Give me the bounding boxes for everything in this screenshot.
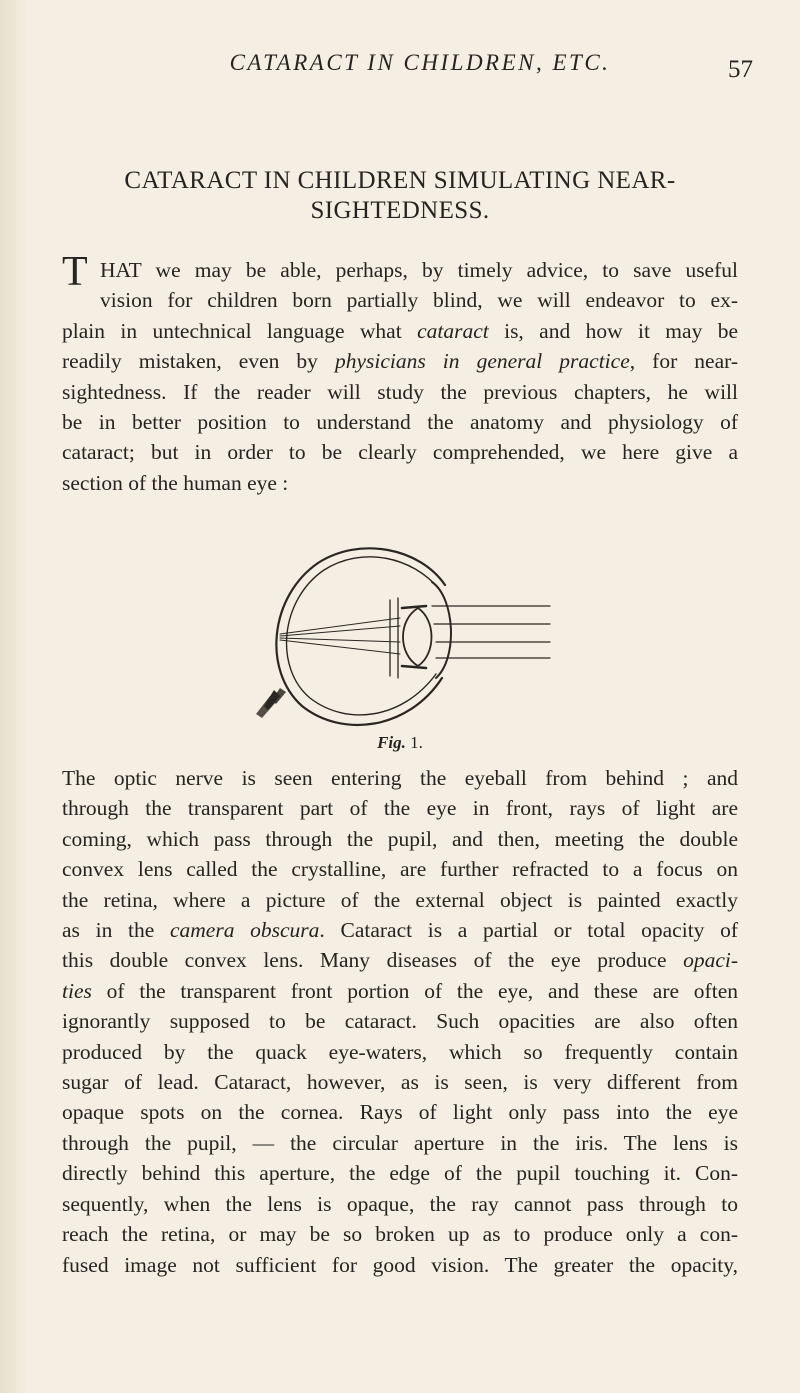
text-line: vision for children born partially blind, we will endeavor to ex- [100, 288, 738, 313]
text-run: , for near- [629, 349, 739, 374]
text-run: readily mistaken, even by [62, 349, 335, 374]
paragraph-intro [62, 249, 739, 498]
emphasis: ties [62, 978, 92, 1003]
emphasis: cataract [417, 318, 489, 343]
text-line [62, 316, 738, 346]
text-line: through the pupil, — the circular aperture in the iris. The lens is [62, 1130, 738, 1155]
emphasis: opaci- [683, 948, 738, 973]
text-line [62, 915, 738, 945]
text-run: of the transparent front portion of the eye, and these are often [91, 978, 738, 1003]
text-line: ignorantly supposed to be cataract. Such opacities are also often [62, 1009, 738, 1034]
text-line: be in better position to understand the anatomy and physiology of [62, 410, 738, 435]
text-line: convex lens called the crystalline, are further refracted to a focus on [62, 857, 738, 882]
text-line: fused image not sufficient for good vision. The greater the opacity, [62, 1252, 738, 1277]
text-line: sequently, when the lens is opaque, the ray cannot pass through to [62, 1191, 738, 1216]
running-head: CATARACT IN CHILDREN, ETC. [229, 50, 611, 75]
text-line [62, 945, 738, 975]
figure-caption [360, 733, 440, 753]
text-line: opaque spots on the cornea. Rays of light only pass into the eye [62, 1100, 738, 1125]
text-run: as in the [62, 918, 170, 943]
paragraph-explanation [62, 763, 738, 1280]
text-line: directly behind this aperture, the edge of the pupil touching it. Con- [62, 1161, 738, 1186]
text-line: reach the retina, or may be so broken up as to produce only a con- [62, 1222, 738, 1247]
text-line: through the transparent part of the eye in front, rays of light are [62, 796, 738, 821]
text-run: . Cataract is a partial or total opacity of [319, 918, 739, 943]
text-line: The optic nerve is seen entering the eyeball from behind ; and [62, 766, 738, 790]
text-run: is, and how it may be [488, 318, 738, 343]
page-gutter-shadow [0, 0, 28, 1393]
page-number: 57 [728, 56, 753, 83]
text-line: section of the human eye : [62, 470, 289, 495]
text-run: this double convex lens. Many diseases of the eye produce [62, 948, 684, 973]
chapter-title-line: CATARACT IN CHILDREN SIMULATING NEAR- [124, 167, 676, 194]
text-line: produced by the quack eye-waters, which so frequently contain [62, 1039, 738, 1064]
text-line: coming, which pass through the pupil, and then, meeting the double [62, 826, 738, 851]
emphasis: physicians in general practice [334, 349, 630, 374]
figure-label: Fig. [377, 733, 406, 752]
text-line: the retina, where a picture of the external object is painted exactly [62, 887, 738, 912]
eye-section-figure [250, 538, 560, 728]
text-line: sugar of lead. Cataract, however, as is seen, is very different from [62, 1070, 738, 1095]
chapter-title [60, 166, 740, 226]
text-line: cataract; but in order to be clearly comprehended, we here give a [62, 440, 738, 465]
text-line [62, 346, 738, 376]
text-run: plain in untechnical language what [62, 318, 418, 343]
text-line: HAT we may be able, perhaps, by timely advice, to save useful [100, 258, 738, 282]
emphasis: camera obscura [169, 918, 320, 943]
figure-number: 1. [410, 733, 423, 752]
chapter-title-line: SIGHTEDNESS. [310, 197, 490, 224]
text-line [62, 976, 738, 1006]
drop-cap: T [62, 249, 88, 295]
text-line: sightedness. If the reader will study the previous chapters, he will [62, 379, 738, 404]
